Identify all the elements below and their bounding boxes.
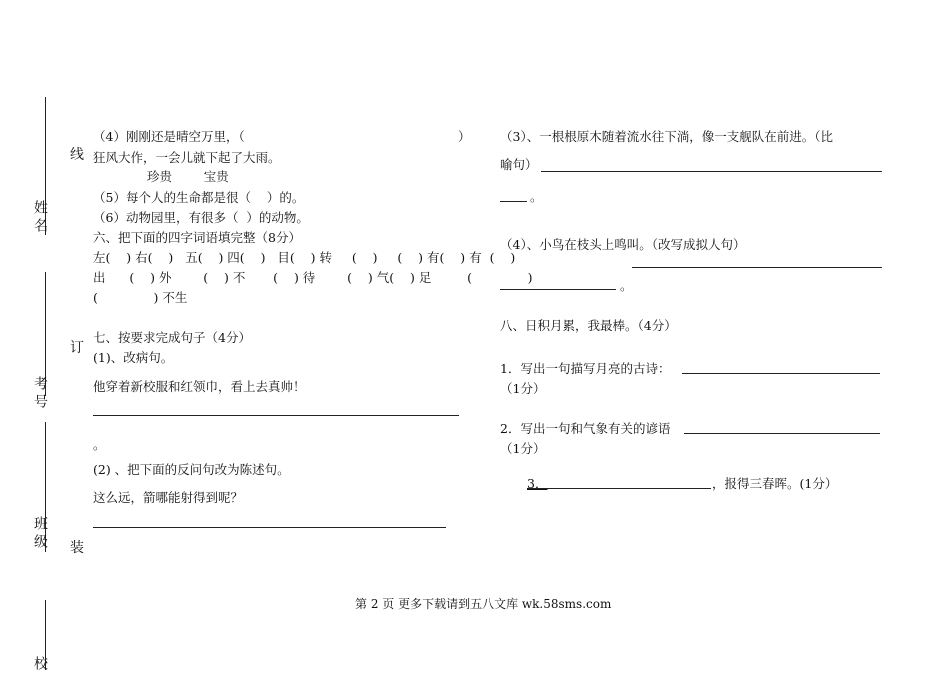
question-6: （6）动物园里，有很多（ ）的动物。 <box>93 210 309 225</box>
question-4-line2: 狂风大作，一会儿就下起了大雨。 <box>93 150 281 165</box>
right-question-4-text: （4）、小鸟在枝头上鸣叫。（改写成拟人句） <box>500 237 746 252</box>
section-8-item-1-score: （1分） <box>500 381 546 396</box>
right-question-3-line2: 喻句） <box>500 157 538 172</box>
item-2-answer-line[interactable] <box>684 433 880 434</box>
name-label: 姓名 <box>32 200 48 236</box>
sentence-1-end: 。 <box>93 437 106 452</box>
exam-no-label: 考号 <box>32 376 48 412</box>
word-options: 珍贵 宝贵 <box>147 169 229 184</box>
sentence-2-text: 这么远，箭哪能射得到呢？ <box>93 490 244 505</box>
right-question-3-line1: （3）、一根根原木随着流水往下淌，像一支舰队在前进。（比 <box>500 129 833 144</box>
item-1-answer-line[interactable] <box>682 373 880 374</box>
item-3-answer-line[interactable] <box>527 488 711 489</box>
section-6-title: 六、把下面的四字词语填完整（8分） <box>93 230 301 245</box>
section-8-item-2: 2．写出一句和气象有关的谚语 <box>500 421 671 436</box>
sentence-1-text: 他穿着新校服和红领巾，看上去真帅！ <box>93 379 306 394</box>
section-8-item-1: 1．写出一句描写月亮的古诗： <box>500 361 671 376</box>
right-question-4-answer-line[interactable] <box>632 267 882 268</box>
idiom-row-2: 出 ( ) 外 ( ) 不 ( ) 待 ( ) 气( ) 足 ( ) <box>93 270 533 285</box>
binding-mark-line: 线 <box>70 147 84 163</box>
section-8-item-2-score: （1分） <box>500 441 546 456</box>
section-8-title: 八、日积月累，我最棒。（4分） <box>500 318 677 333</box>
right-question-4-answer-line-2[interactable] <box>500 289 616 290</box>
section-7-title: 七、按要求完成句子（4分） <box>93 330 251 345</box>
sentence-2-answer-line[interactable] <box>93 527 446 528</box>
sentence-2-title: (2) 、把下面的反问句改为陈述句。 <box>93 462 290 477</box>
question-4-paren-close: ） <box>458 129 471 144</box>
section-8-item-3-number: 3． <box>527 476 548 491</box>
idiom-row-1: 左( ) 右( ) 五( ) 四( ) 目( ) 转 ( ) ( ) 有( ) 有 ( ) <box>93 250 516 265</box>
sentence-1-answer-line[interactable] <box>93 415 459 416</box>
right-question-3-answer-line[interactable] <box>541 171 882 172</box>
page-footer: 第 2 页 更多下载请到五八文库 wk.58sms.com <box>355 597 612 611</box>
question-4-prefix: （4）刚刚还是晴空万里，（ <box>93 129 245 144</box>
sentence-1-title: (1)、改病句。 <box>93 350 174 365</box>
section-8-item-3-text: ，报得三春晖。(1分） <box>712 476 838 491</box>
idiom-row-3: ( ) 不生 <box>93 290 188 305</box>
school-label: 校 <box>32 656 48 674</box>
binding-mark-ding: 订 <box>70 340 84 356</box>
right-question-3-end: 。 <box>530 189 543 204</box>
class-label: 班级 <box>32 516 48 552</box>
right-question-4-end: 。 <box>620 278 633 293</box>
right-question-3-answer-line-2[interactable] <box>500 201 527 202</box>
binding-mark-zhuang: 装 <box>70 540 84 556</box>
question-5: （5）每个人的生命都是很（ ）的。 <box>93 190 305 205</box>
